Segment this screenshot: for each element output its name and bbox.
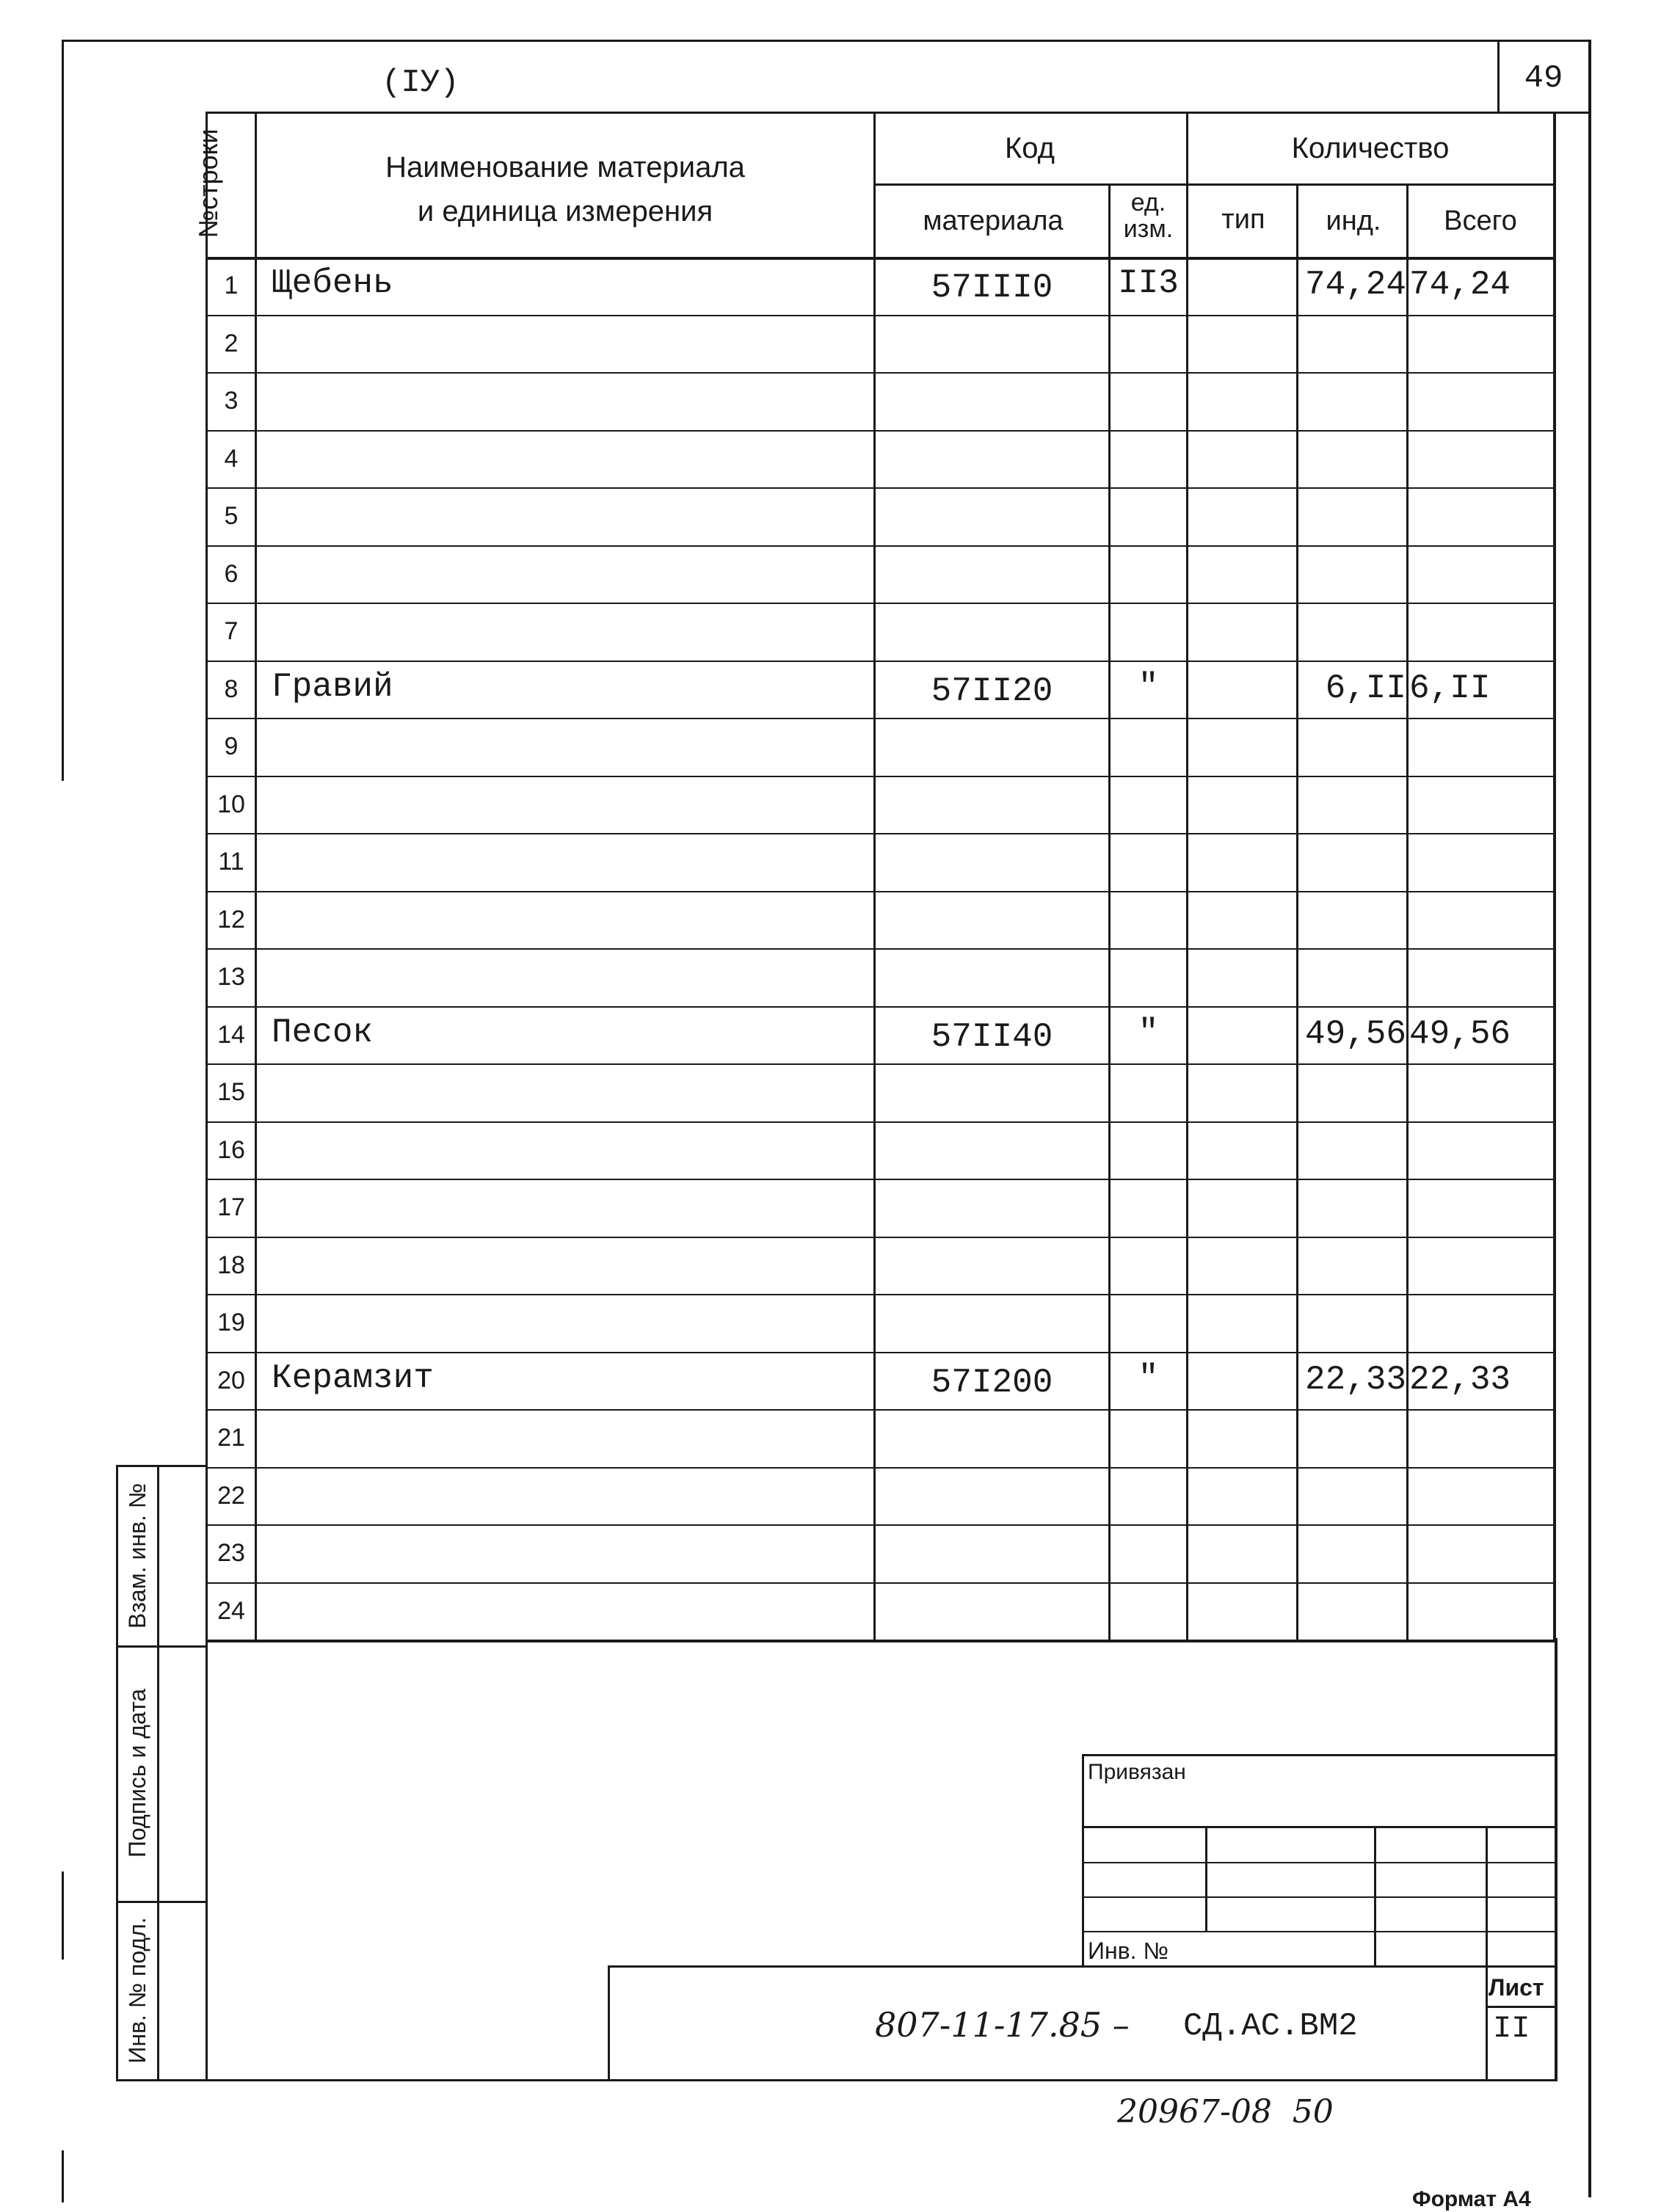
frame-left-bottom — [62, 2150, 64, 2202]
row-number: 15 — [217, 1078, 245, 1106]
row-line-6 — [206, 603, 1556, 604]
row-line-1 — [206, 315, 1556, 316]
col-line-right — [1553, 112, 1556, 1641]
row-line-header — [206, 257, 1556, 260]
row-line-4 — [206, 487, 1556, 489]
unit-value: II3 — [1118, 264, 1179, 302]
header-quantity: Количество — [1291, 132, 1450, 164]
bottom-right-border — [1555, 1638, 1558, 2081]
row-number: 7 — [224, 617, 239, 645]
tb-main-left — [608, 1965, 610, 2081]
qty-total: 49,56 — [1409, 1014, 1511, 1053]
row-number: 11 — [218, 848, 244, 876]
row-number: 21 — [217, 1424, 245, 1452]
row-line-subheader — [873, 183, 1556, 186]
row-number: 3 — [224, 387, 239, 415]
row-line-10 — [206, 833, 1556, 834]
row-number: 14 — [217, 1020, 245, 1049]
header-code: Код — [1004, 132, 1055, 164]
row-line-top — [206, 112, 1556, 114]
row-number: 4 — [224, 444, 239, 473]
qty-ind: 6,II — [1325, 669, 1406, 707]
stamp-sep-2 — [116, 1901, 207, 1903]
row-line-17 — [206, 1237, 1556, 1238]
row-line-2 — [206, 372, 1556, 374]
qty-total: 74,24 — [1409, 266, 1511, 304]
header-code-material: материала — [923, 205, 1064, 236]
row-number: 13 — [217, 963, 245, 991]
row-line-22 — [206, 1524, 1556, 1526]
frame-right — [1588, 40, 1591, 2197]
material-name: Керамзит — [272, 1358, 434, 1397]
row-number: 9 — [224, 732, 239, 760]
row-number: 10 — [217, 790, 245, 818]
row-number: 6 — [224, 559, 239, 588]
material-name: Песок — [272, 1013, 374, 1052]
material-code: 57II40 — [931, 1017, 1053, 1056]
qty-ind: 74,24 — [1304, 266, 1406, 304]
row-number: 8 — [224, 674, 239, 703]
bottom-left-border — [206, 1638, 208, 2081]
doc-code-handwritten: 807-11-17.85 – — [875, 2005, 1130, 2045]
row-line-3 — [206, 430, 1556, 432]
material-name: Щебень — [272, 264, 393, 302]
row-line-11 — [206, 891, 1556, 892]
row-number: 23 — [217, 1539, 245, 1567]
header-material-name: Наименование материала и единица измерения — [385, 151, 745, 228]
row-number: 2 — [224, 329, 239, 357]
row-number: 1 — [224, 272, 239, 299]
tb-top — [1082, 1754, 1558, 1756]
row-line-16 — [206, 1179, 1556, 1180]
row-line-14 — [206, 1063, 1556, 1065]
tb-left — [1082, 1754, 1084, 1967]
col-line-qty — [1186, 112, 1188, 1641]
col-line-total — [1406, 183, 1409, 1641]
header-row-number: №строки — [193, 128, 223, 239]
material-code: 57II20 — [931, 672, 1053, 710]
material-name: Гравий — [272, 667, 393, 706]
row-line-21 — [206, 1467, 1556, 1469]
unit-value: " — [1138, 667, 1159, 706]
unit-value: " — [1138, 1358, 1159, 1397]
row-line-18 — [206, 1294, 1556, 1295]
unit-value: " — [1138, 1013, 1159, 1052]
col-line-unit — [1108, 183, 1111, 1641]
frame-left — [62, 40, 64, 781]
doc-code: СД.АС.ВМ2 — [1183, 2008, 1358, 2045]
footer-handwritten-number: 20967-08 50 — [1117, 2093, 1334, 2131]
stamp-signature-date: Подпись и дата — [124, 1688, 150, 1858]
format-label: Формат А4 — [1412, 2187, 1531, 2211]
row-number: 18 — [217, 1251, 245, 1279]
header-qty-total: Всего — [1444, 205, 1517, 236]
row-number: 16 — [217, 1135, 245, 1164]
stamp-top — [116, 1465, 207, 1467]
col-line-ind — [1296, 183, 1298, 1641]
sheet-number: II — [1493, 2011, 1530, 2046]
section-marker: (IУ) — [382, 65, 459, 101]
row-line-8 — [206, 718, 1556, 719]
qty-ind: 22,33 — [1304, 1360, 1406, 1399]
qty-total: 6,II — [1409, 669, 1491, 707]
inv-label: Инв. № — [1088, 1938, 1168, 1964]
row-number: 22 — [217, 1481, 245, 1510]
header-unit: ед. изм. — [1123, 189, 1174, 243]
row-line-7 — [206, 661, 1556, 662]
stamp-inv-original: Инв. № подл. — [124, 1917, 150, 2064]
tb-v3 — [1486, 1826, 1488, 2081]
frame-top — [62, 40, 1590, 42]
row-line-5 — [206, 545, 1556, 547]
row-line-20 — [206, 1409, 1556, 1411]
tb-v2 — [1374, 1826, 1376, 1967]
bottom-frame-bottom — [206, 2079, 1558, 2081]
material-code: 57III0 — [931, 269, 1053, 307]
row-line-19 — [206, 1352, 1556, 1353]
header-qty-type: тип — [1221, 204, 1265, 235]
page-number: 49 — [1524, 60, 1563, 97]
qty-total: 22,33 — [1409, 1360, 1511, 1399]
sheet-label: Лист — [1489, 1974, 1544, 2001]
stamp-col-right — [157, 1465, 159, 2081]
row-number: 24 — [217, 1596, 245, 1625]
row-number: 17 — [217, 1193, 245, 1221]
row-line-12 — [206, 948, 1556, 950]
row-line-23 — [206, 1582, 1556, 1584]
stamp-bottom — [116, 2079, 207, 2081]
tb-main-top — [608, 1965, 1558, 1968]
row-line-15 — [206, 1121, 1556, 1123]
stamp-sep-1 — [116, 1645, 207, 1648]
material-code: 57I200 — [931, 1363, 1053, 1402]
frame-left-lower — [62, 1871, 64, 1960]
row-line-24 — [206, 1640, 1556, 1642]
tb-v1 — [1205, 1826, 1207, 1932]
bound-label: Привязан — [1088, 1760, 1186, 1784]
row-number: 5 — [224, 502, 239, 530]
header-qty-ind: инд. — [1326, 205, 1381, 236]
col-line-code — [873, 112, 876, 1641]
qty-ind: 49,56 — [1304, 1014, 1406, 1053]
row-line-13 — [206, 1006, 1556, 1008]
stamp-col-left — [116, 1465, 118, 2081]
row-line-9 — [206, 776, 1556, 777]
row-number: 12 — [217, 905, 245, 934]
row-number: 19 — [217, 1309, 245, 1336]
stamp-replace-inv: Взам. инв. № — [124, 1482, 150, 1629]
tb-sheet-sep — [1486, 2006, 1558, 2008]
row-number: 20 — [217, 1366, 245, 1394]
